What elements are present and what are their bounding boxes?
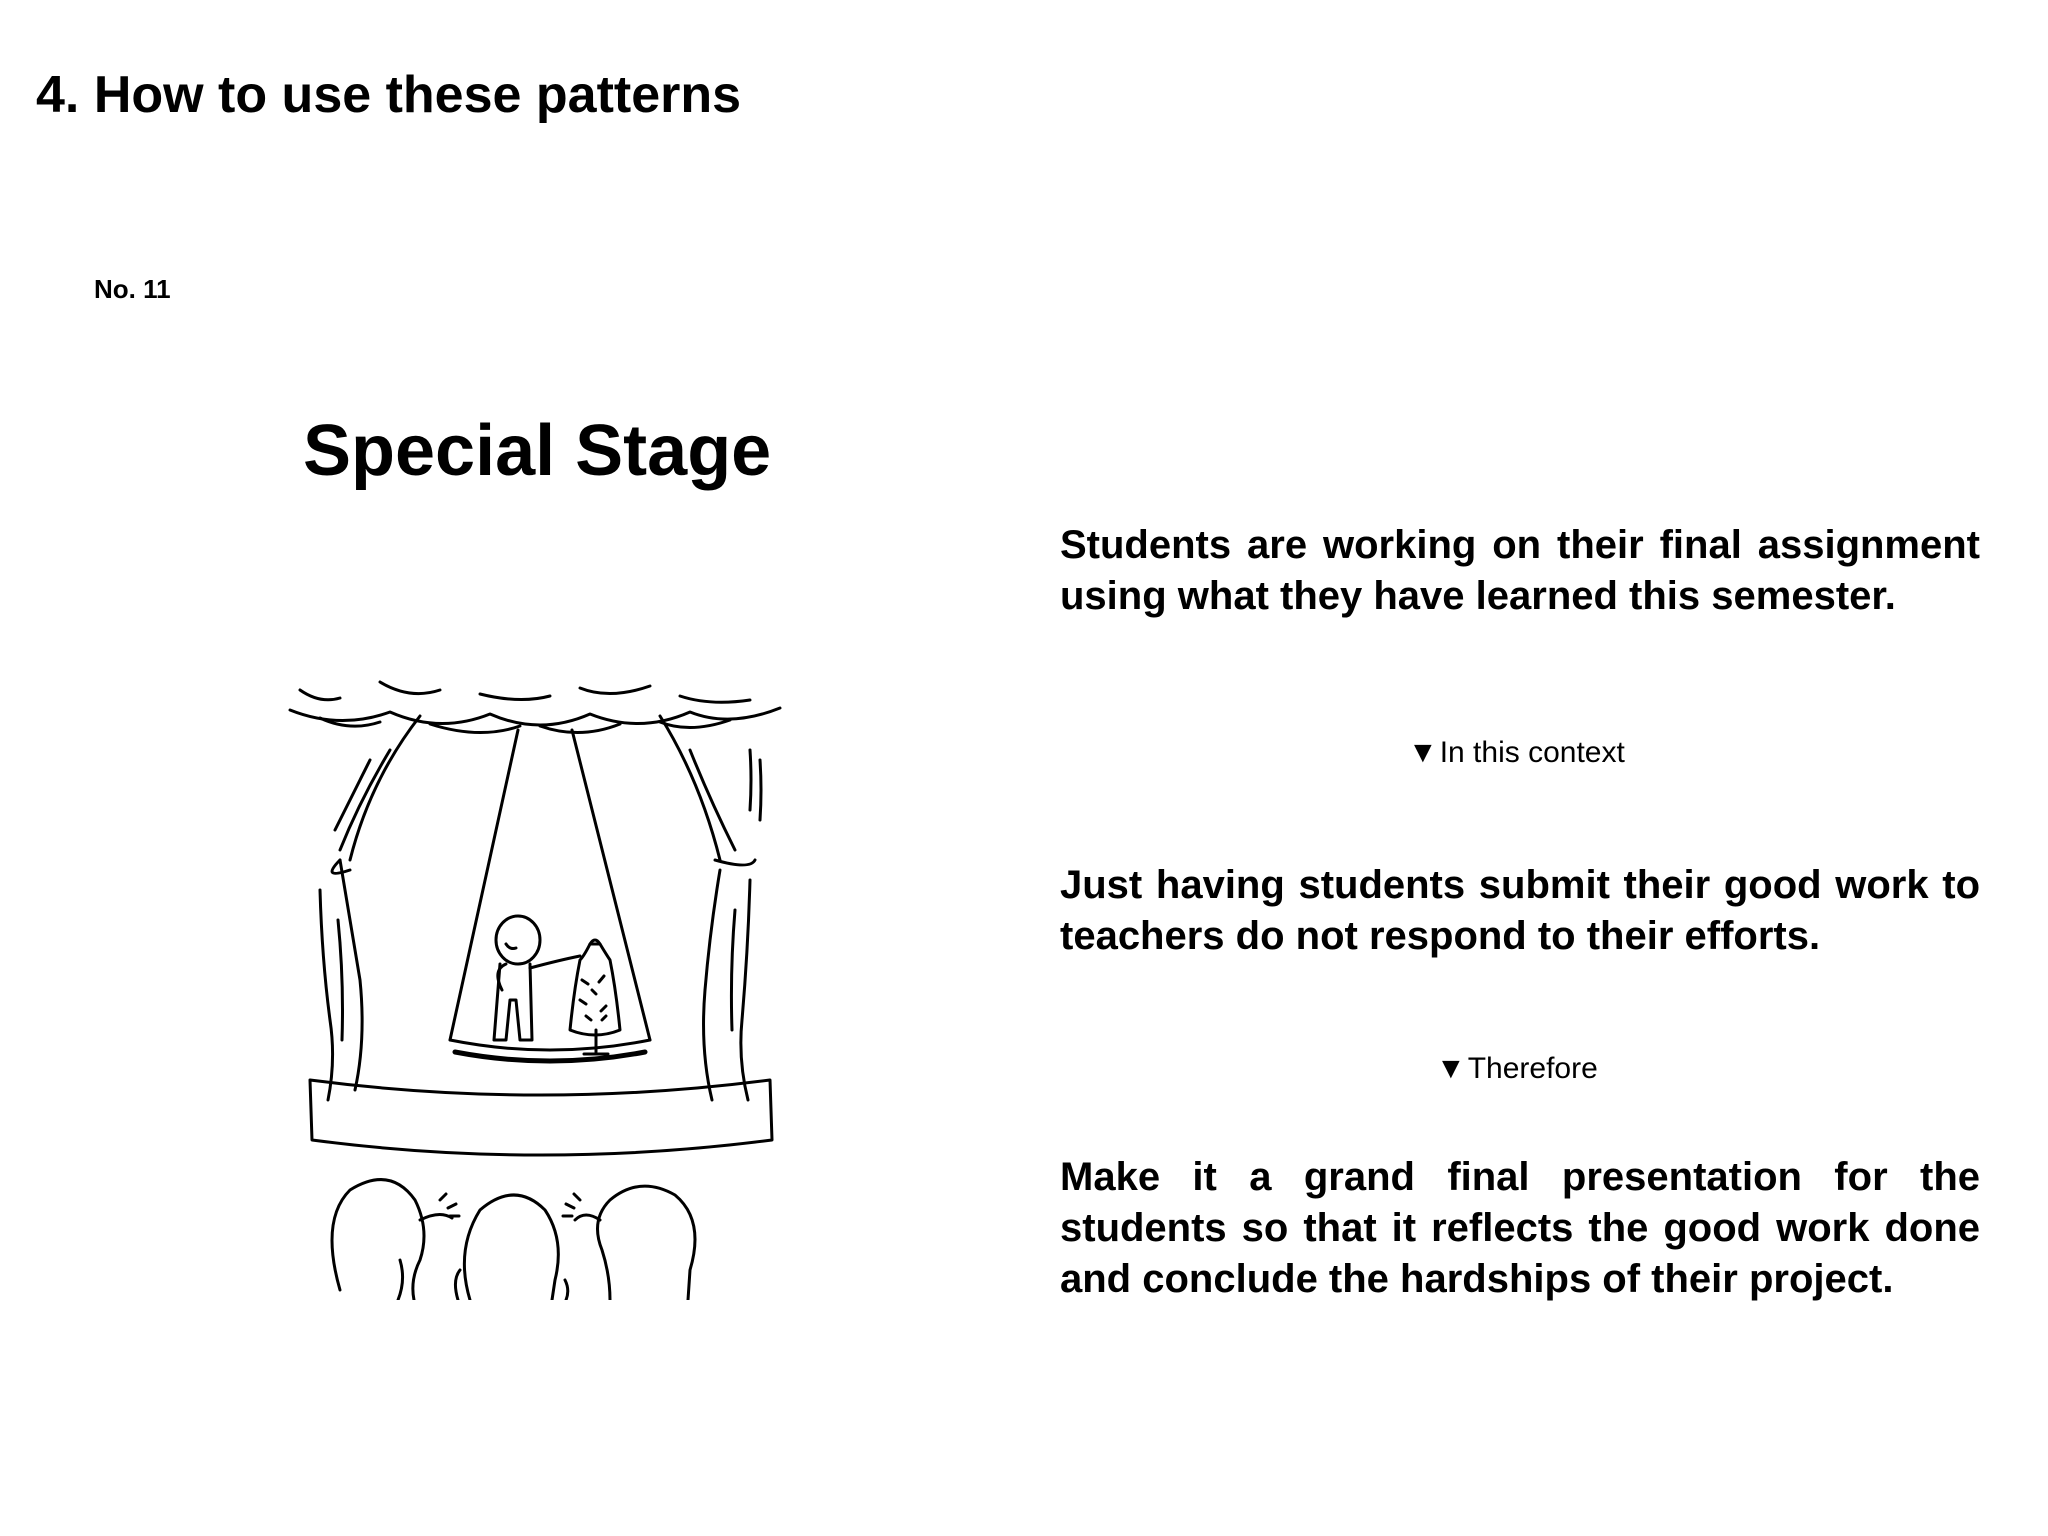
connector-therefore	[1436, 1052, 1598, 1086]
spotlight	[450, 730, 650, 1061]
down-triangle-icon: ▼	[1436, 1052, 1466, 1085]
connector-label: In this context	[1439, 736, 1625, 769]
pattern-title: Special Stage	[303, 411, 772, 491]
left-curtain	[320, 716, 420, 1100]
presenter-figure	[494, 916, 580, 1040]
audience	[332, 1180, 695, 1300]
right-curtain	[660, 716, 761, 1100]
down-triangle-icon: ▼	[1408, 736, 1438, 769]
stage-illustration	[280, 660, 800, 1300]
context-text: Students are working on their final assignment using what they have learned this semester.	[1060, 523, 1980, 618]
pattern-number: No. 11	[94, 274, 171, 304]
section-heading: 4. How to use these patterns	[36, 66, 742, 124]
connector-in-this-context	[1408, 736, 1625, 770]
stage-front	[310, 1080, 772, 1155]
curtain-valance	[290, 682, 780, 733]
problem-text: Just having students submit their good work to teachers do not respond to their efforts.	[1060, 863, 1980, 958]
solution-text: Make it a grand final presentation for the students so that it reflects the good work done and conclude the hardships of their project.	[1060, 1155, 1980, 1301]
connector-label: Therefore	[1467, 1052, 1598, 1085]
